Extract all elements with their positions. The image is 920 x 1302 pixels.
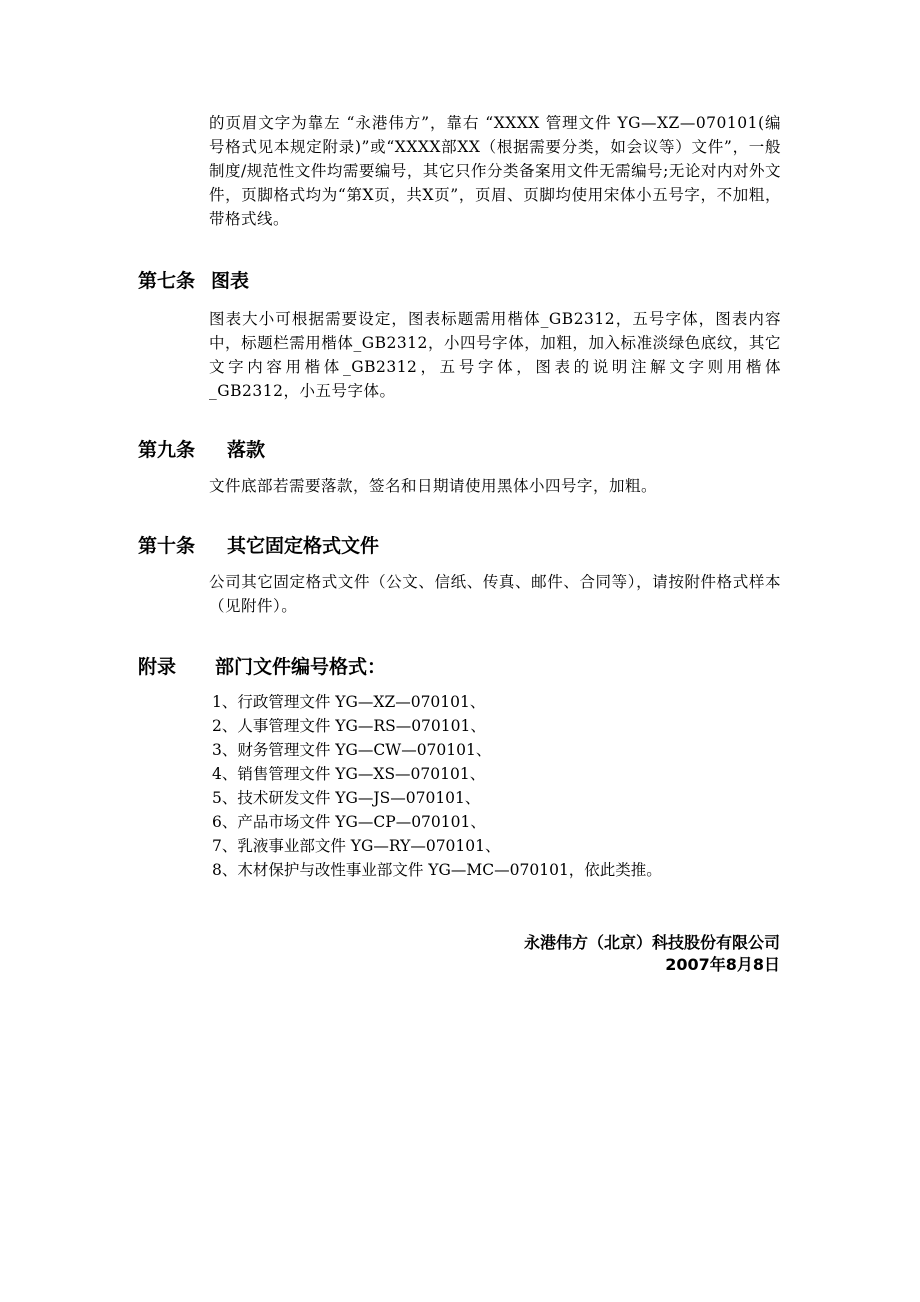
section-body-9: 文件底部若需要落款，签名和日期请使用黑体小四号字，加粗。 — [209, 477, 658, 495]
appendix-title: 部门文件编号格式： — [215, 656, 387, 678]
appendix-label: 附录 — [138, 656, 177, 678]
signature-date: 2007年8月8日 — [665, 955, 780, 974]
section-number: 第十条 — [138, 535, 196, 557]
section-body-10: 公司其它固定格式文件（公文、信纸、传真、邮件、合同等），请按附件格式样本（见附件）。 — [209, 573, 781, 615]
appendix-heading — [138, 654, 386, 680]
department-code-list — [212, 690, 782, 882]
list-item: 8、木材保护与改性事业部文件 YG—MC—070101，依此类推。 — [212, 861, 662, 879]
section-number: 第七条 — [138, 270, 196, 292]
section-title: 落款 — [227, 439, 266, 461]
list-item: 4、销售管理文件 YG—XS—070101、 — [212, 765, 486, 783]
list-item: 5、技术研发文件 YG—JS—070101、 — [212, 789, 481, 807]
section-body-7: 图表大小可根据需要设定，图表标题需用楷体_GB2312，五号字体，图表内容中，标题栏需用楷体_GB2312，小四号字体，加粗，加入标准淡绿色底纹，其它文字内容用楷体_GB2312，五号字体，图表的说明注解文字则用楷体_GB2312，小五号字体。 — [209, 310, 781, 400]
header-format-paragraph: 的页眉文字为靠左 “永港伟方”，靠右 “XXXX 管理文件 YG—XZ—070101(编号格式见本规定附录)”或“XXXX部XX（根据需要分类，如会议等）文件”，一般制度/规范性文件均需要编号，其它只作分类备案用文件无需编号;无论对内对外文件，页脚格式均为“第X页，共X页”，页眉、页脚均使用宋体小五号字，不加粗，带格式线。 — [209, 114, 781, 228]
list-item: 7、乳液事业部文件 YG—RY—070101、 — [212, 837, 501, 855]
section-heading-7 — [138, 268, 249, 294]
signature-company: 永港伟方（北京）科技股份有限公司 — [523, 933, 780, 952]
section-title: 图表 — [211, 270, 250, 292]
list-item: 2、人事管理文件 YG—RS—070101、 — [212, 717, 486, 735]
section-number: 第九条 — [138, 439, 196, 461]
list-item: 1、行政管理文件 YG—XZ—070101、 — [212, 693, 486, 711]
section-heading-9 — [138, 437, 265, 463]
section-heading-10 — [138, 533, 379, 559]
list-item: 6、产品市场文件 YG—CP—070101、 — [212, 813, 486, 831]
section-title: 其它固定格式文件 — [227, 535, 380, 557]
list-item: 3、财务管理文件 YG—CW—070101、 — [212, 741, 492, 759]
signature-block — [524, 932, 780, 976]
